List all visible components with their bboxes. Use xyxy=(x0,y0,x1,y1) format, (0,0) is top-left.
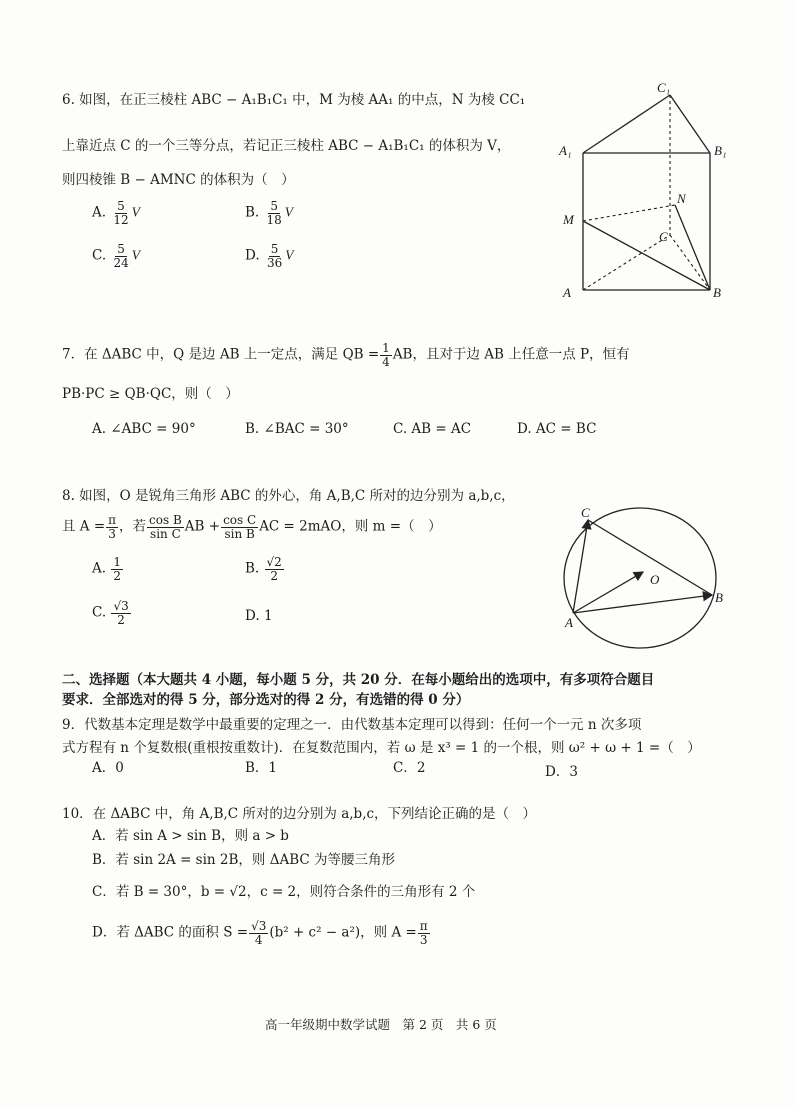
q6-option-b[interactable]: B. $\frac{5}{18}$ V xyxy=(245,199,294,227)
label-b: B xyxy=(713,285,721,300)
q7-line2: PB·PC ≥ QB·QC，则（ ） xyxy=(62,386,239,402)
q8-option-d[interactable]: D. 1 xyxy=(245,608,273,624)
section2-line2: 要求．全部选对的得 5 分，部分选对的得 2 分，有选错的得 0 分） xyxy=(62,692,470,708)
label-c: C xyxy=(581,505,590,520)
q10-option-d[interactable]: D．若 ΔABC 的面积 S = $\frac{√3}{4}$ (b² + c² − a²)，则 A = $\frac{\pi}{3}$ xyxy=(92,919,428,947)
prism-figure xyxy=(555,75,740,305)
q6-line1: 6. 如图，在正三棱柱 ABC − A₁B₁C₁ 中，M 为棱 AA₁ 的中点，N 为棱 CC₁ xyxy=(62,92,526,108)
q7-option-b[interactable]: B. ∠BAC = 30° xyxy=(245,421,349,437)
label-a: A xyxy=(563,285,571,300)
q6-option-a[interactable]: A. $\frac{5}{12}$ V xyxy=(92,199,140,227)
q6-option-c[interactable]: C. $\frac{5}{24}$ V xyxy=(92,242,140,270)
q7-line1: 7．在 ΔABC 中，Q 是边 AB 上一定点，满足 QB = $\frac{1}{4}$ AB，且对于边 AB 上任意一点 P，恒有 xyxy=(62,341,630,369)
q10-option-c[interactable]: C．若 B = 30°，b = √2，c = 2，则符合条件的三角形有 2 个 xyxy=(92,884,476,900)
q6-option-d[interactable]: D. $\frac{5}{36}$ V xyxy=(245,242,294,270)
q9-option-d[interactable]: D．3 xyxy=(545,764,578,780)
label-m: M xyxy=(563,212,574,227)
section2-line1: 二、选择题（本大题共 4 小题，每小题 5 分，共 20 分．在每小题给出的选项中，有多项符合题目 xyxy=(62,672,655,688)
q10-option-a[interactable]: A．若 sin A > sin B，则 a > b xyxy=(92,828,289,844)
label-a1: A₁ xyxy=(559,143,572,158)
q9-option-b[interactable]: B．1 xyxy=(245,760,278,776)
label-c: C xyxy=(659,229,668,244)
q8-option-b[interactable]: B. $\frac{√2}{2}$ xyxy=(245,555,282,583)
q8-line1: 8. 如图，O 是锐角三角形 ABC 的外心，角 A,B,C 所对的边分别为 a,b,c， xyxy=(62,488,515,504)
q8-option-c[interactable]: C. $\frac{√3}{2}$ xyxy=(92,599,129,627)
q9-line2: 式方程有 n 个复数根(重根按重数计)．在复数范围内，若 ω 是 x³ = 1 的一个根，则 ω² + ω + 1 =（ ） xyxy=(62,740,701,756)
q9-option-a[interactable]: A．0 xyxy=(92,760,124,776)
label-b1: B₁ xyxy=(714,143,727,158)
q10-line1: 10．在 ΔABC 中，角 A,B,C 所对的边分别为 a,b,c，下列结论正确的是（ ） xyxy=(62,806,537,822)
label-o: O xyxy=(650,572,660,587)
q7-option-a[interactable]: A. ∠ABC = 90° xyxy=(92,421,196,437)
label-a: A xyxy=(565,615,573,630)
label-c1: C₁ xyxy=(657,80,671,95)
q6-line2: 上靠近点 C 的一个三等分点，若记正三棱柱 ABC − A₁B₁C₁ 的体积为 V， xyxy=(62,138,511,154)
page-footer: 高一年级期中数学试题 第 2 页 共 6 页 xyxy=(265,1017,497,1032)
label-n: N xyxy=(677,191,686,206)
circumcircle-figure xyxy=(555,500,735,650)
q6-line3: 则四棱锥 B − AMNC 的体积为（ ） xyxy=(62,172,295,188)
q8-option-a[interactable]: A. $\frac{1}{2}$ xyxy=(92,555,121,583)
q9-line1: 9．代数基本定理是数学中最重要的定理之一．由代数基本定理可以得到：任何一个一元 n 次多项 xyxy=(62,717,642,733)
q8-line2: 且 A = $\frac{\pi}{3}$ ，若 $\frac{\text{cos B}}{\text{sin C}}$ AB + $\frac{\text{cos C}}{\text{sin B}}$ AC = 2mAO，则 m =（ ） xyxy=(62,513,442,541)
q7-option-d[interactable]: D. AC = BC xyxy=(517,421,597,437)
q10-option-b[interactable]: B．若 sin 2A = sin 2B，则 ΔABC 为等腰三角形 xyxy=(92,852,395,868)
q9-option-c[interactable]: C．2 xyxy=(393,760,426,776)
label-b: B xyxy=(715,590,723,605)
q7-option-c[interactable]: C. AB = AC xyxy=(393,421,472,437)
